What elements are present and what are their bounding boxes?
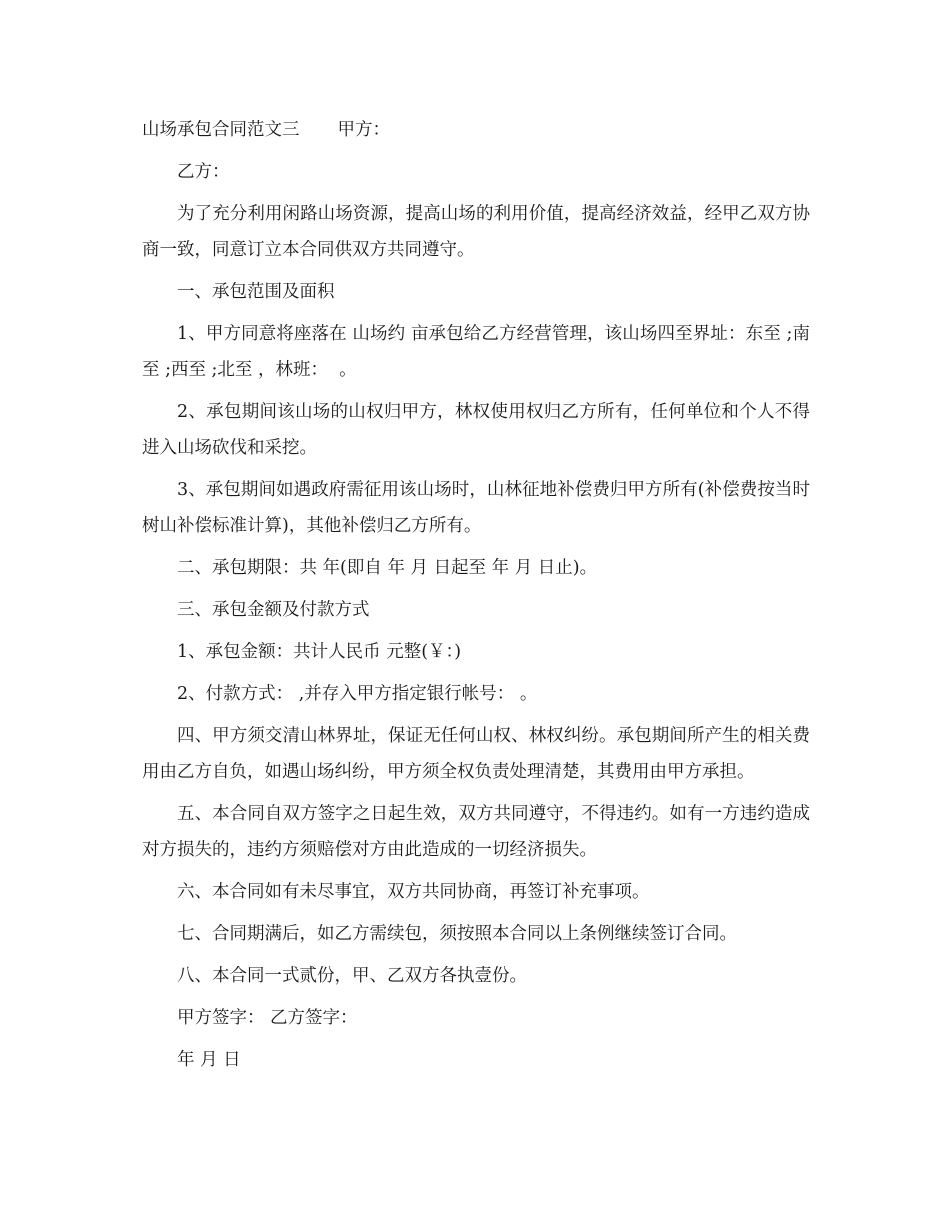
clause-3-2: 2、付款方式： ,并存入甲方指定银行帐号： 。	[177, 684, 538, 704]
clause-1-1: 1、甲方同意将座落在 山场约 亩承包给乙方经营管理，该山场四至界址：东至 ;南至 ;西至 ;北至 ，林班： 。	[142, 324, 810, 380]
clause-8: 八、本合同一式贰份，甲、乙双方各执壹份。	[177, 966, 527, 986]
clause-4: 四、甲方须交清山林界址，保证无任何山权、林权纠纷。承包期间所产生的相关费用由乙方自负，如遇山场纠纷，甲方须全权负责处理清楚，其费用由甲方承担。	[142, 726, 810, 782]
clause-7: 七、合同期满后，如乙方需续包，须按照本合同以上条例继续签订合同。	[177, 924, 737, 944]
clause-1-3: 3、承包期间如遇政府需征用该山场时，山林征地补偿费归甲方所有(补偿费按当时树山补偿标准计算)，其他补偿归乙方所有。	[142, 480, 810, 536]
document-body	[142, 112, 810, 1084]
clause-1-2: 2、承包期间该山场的山权归甲方，林权使用权归乙方所有，任何单位和个人不得进入山场砍伐和采挖。	[142, 402, 810, 458]
title-line	[142, 112, 810, 148]
party-b-label: 乙方：	[177, 162, 230, 182]
section-heading-scope: 一、承包范围及面积	[177, 282, 335, 302]
section-heading-term: 二、承包期限：共 年(即自 年 月 日起至 年 月 日止)。	[177, 558, 598, 578]
date-line: 年 月 日	[177, 1050, 241, 1070]
clause-5: 五、本合同自双方签字之日起生效，双方共同遵守，不得违约。如有一方违约造成对方损失的，违约方须赔偿对方由此造成的一切经济损失。	[142, 804, 810, 860]
document-title: 山场承包合同范文三	[142, 120, 300, 140]
clause-6: 六、本合同如有未尽事宜，双方共同协商，再签订补充事项。	[177, 882, 650, 902]
preamble-paragraph: 为了充分利用闲路山场资源，提高山场的利用价值，提高经济效益，经甲乙双方协商一致，同意订立本合同供双方共同遵守。	[142, 204, 810, 260]
clause-3-1: 1、承包金额：共计人民币 元整(￥：)	[177, 642, 462, 662]
party-a-label: 甲方：	[337, 120, 390, 140]
signature-line: 甲方签字： 乙方签字：	[177, 1008, 358, 1028]
section-heading-payment: 三、承包金额及付款方式	[177, 600, 370, 620]
